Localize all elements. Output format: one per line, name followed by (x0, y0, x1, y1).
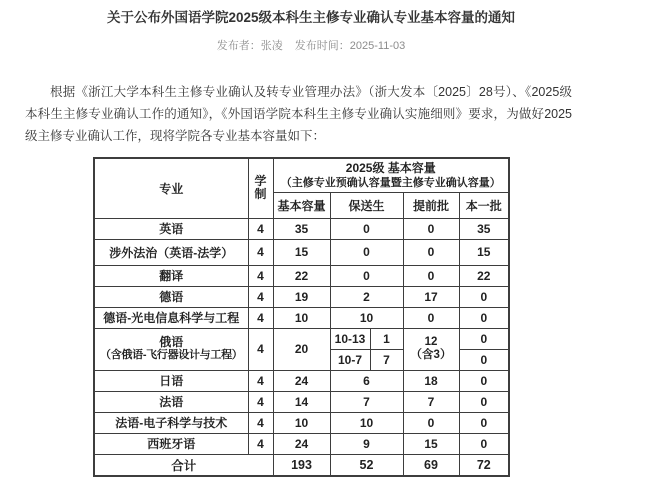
publish-time-label: 发布时间： (294, 40, 350, 52)
first-batch-cell: 0 (459, 370, 509, 391)
col-header-capacity-group (273, 158, 509, 192)
early-batch-cell: 15 (403, 433, 459, 454)
duration-cell: 4 (248, 239, 273, 265)
basic-cell: 24 (273, 370, 330, 391)
intro-paragraph: 根据《浙江大学本科生主修专业确认及转专业管理办法》（浙大发本〔2025〕28号）、《2025级本科生主修专业确认工作的通知》，《外国语学院本科生主修专业确认实施细则》要求，为做好2025级主修专业确认工作，现将学院各专业基本容量如下： (25, 85, 572, 143)
recommended-cell: 7 (330, 391, 403, 412)
recommended-sub-value: 1 (370, 328, 403, 349)
recommended-sub-label: 10-13 (330, 328, 370, 349)
basic-cell: 10 (273, 412, 330, 433)
col-header-early-batch: 提前批 (403, 192, 459, 218)
meta-line (0, 40, 622, 53)
capacity-table (93, 157, 510, 477)
early-batch-cell: 7 (403, 391, 459, 412)
major-cell: 英语 (94, 218, 248, 239)
recommended-sub-value: 7 (370, 349, 403, 370)
capacity-table-wrapper (93, 157, 622, 477)
early-batch-cell: 0 (403, 218, 459, 239)
first-batch-cell: 35 (459, 218, 509, 239)
major-cell: 德语-光电信息科学与工程 (94, 307, 248, 328)
publisher-value: 张凌 (260, 40, 283, 52)
first-batch-cell: 0 (459, 328, 509, 349)
recommended-cell: 0 (330, 239, 403, 265)
early-batch-cell: 0 (403, 412, 459, 433)
table-row-french-electronics (94, 412, 509, 433)
early-batch-cell: 0 (403, 239, 459, 265)
page-title: 关于公布外国语学院2025级本科生主修专业确认专业基本容量的通知 (106, 10, 516, 25)
recommended-cell: 10 (330, 412, 403, 433)
recommended-cell: 6 (330, 370, 403, 391)
table-row-spanish (94, 433, 509, 454)
first-batch-cell: 0 (459, 307, 509, 328)
major-cell: 法语-电子科学与技术 (94, 412, 248, 433)
first-batch-cell: 0 (459, 286, 509, 307)
table-row-french (94, 391, 509, 412)
first-batch-cell: 15 (459, 239, 509, 265)
first-batch-cell: 0 (459, 412, 509, 433)
early-batch-cell: 18 (403, 370, 459, 391)
duration-cell: 4 (248, 391, 273, 412)
table-row-german (94, 286, 509, 307)
header-row-group (94, 158, 509, 192)
capacity-group-subtitle: （主修专业预确认容量暨主修专业确认容量） (280, 176, 501, 189)
duration-cell: 4 (248, 328, 273, 370)
table-row-foreign-law (94, 239, 509, 265)
major-cell: 日语 (94, 370, 248, 391)
early-batch-cell: 0 (403, 307, 459, 328)
recommended-cell: 9 (330, 433, 403, 454)
total-first-batch-cell: 72 (459, 454, 509, 476)
basic-cell: 10 (273, 307, 330, 328)
early-batch-cell-russian (403, 328, 459, 370)
recommended-sub-label: 10-7 (330, 349, 370, 370)
basic-cell: 35 (273, 218, 330, 239)
major-cell-russian (94, 328, 248, 370)
basic-cell: 22 (273, 265, 330, 286)
col-header-basic-capacity: 基本容量 (273, 192, 330, 218)
recommended-cell: 0 (330, 218, 403, 239)
major-cell: 涉外法治（英语-法学） (94, 239, 248, 265)
capacity-group-title: 2025级 基本容量 (345, 160, 436, 175)
table-row-german-optoelectronics (94, 307, 509, 328)
russian-early-line2: （含3） (410, 349, 452, 361)
first-batch-cell: 0 (459, 349, 509, 370)
col-header-major: 专业 (94, 158, 248, 218)
total-recommended-cell: 52 (330, 454, 403, 476)
duration-cell: 4 (248, 307, 273, 328)
major-cell: 德语 (94, 286, 248, 307)
first-batch-cell: 22 (459, 265, 509, 286)
duration-cell: 4 (248, 218, 273, 239)
basic-cell: 19 (273, 286, 330, 307)
publish-time-value: 2025-11-03 (349, 40, 406, 52)
table-row-total (94, 454, 509, 476)
russian-major-line2: （含俄语-飞行器设计与工程） (100, 349, 243, 361)
first-batch-cell: 0 (459, 391, 509, 412)
recommended-cell: 2 (330, 286, 403, 307)
total-label-cell: 合计 (94, 454, 273, 476)
recommended-cell: 0 (330, 265, 403, 286)
first-batch-cell: 0 (459, 433, 509, 454)
table-row-english (94, 218, 509, 239)
recommended-cell: 10 (330, 307, 403, 328)
duration-cell: 4 (248, 433, 273, 454)
major-cell: 西班牙语 (94, 433, 248, 454)
total-early-batch-cell: 69 (403, 454, 459, 476)
basic-cell: 24 (273, 433, 330, 454)
russian-major-line1: 俄语 (159, 335, 184, 349)
publisher-label: 发布者： (216, 40, 261, 52)
duration-cell: 4 (248, 370, 273, 391)
table-row-japanese (94, 370, 509, 391)
duration-cell: 4 (248, 265, 273, 286)
major-cell: 法语 (94, 391, 248, 412)
col-header-first-batch: 本一批 (459, 192, 509, 218)
col-header-duration: 学制 (248, 158, 273, 218)
duration-cell: 4 (248, 286, 273, 307)
table-row-russian-sub1 (94, 328, 509, 349)
table-row-translation (94, 265, 509, 286)
early-batch-cell: 0 (403, 265, 459, 286)
early-batch-cell: 17 (403, 286, 459, 307)
basic-cell: 14 (273, 391, 330, 412)
total-basic-cell: 193 (273, 454, 330, 476)
russian-early-line1: 12 (424, 336, 438, 348)
basic-cell: 20 (273, 328, 330, 370)
basic-cell: 15 (273, 239, 330, 265)
duration-cell: 4 (248, 412, 273, 433)
col-header-recommended: 保送生 (330, 192, 403, 218)
major-cell: 翻译 (94, 265, 248, 286)
